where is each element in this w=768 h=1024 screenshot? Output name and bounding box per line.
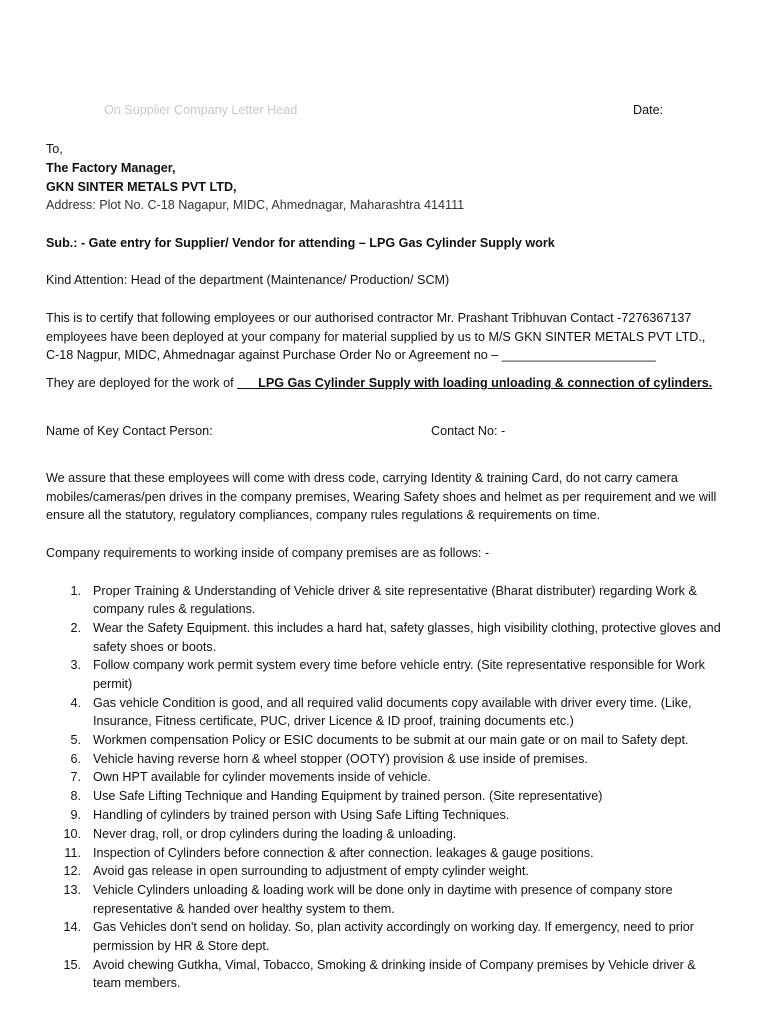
requirement-number: 15.: [63, 957, 81, 972]
requirement-number: 1.: [70, 584, 81, 598]
requirement-number: 2.: [70, 621, 81, 636]
requirement-number: 3.: [70, 658, 81, 673]
requirement-text: Gas vehicle Condition is good, and all required valid documents copy available with driver every time. (Like, Insurance, Fitness certificate, PUC, driver Licence & ID proof, training documents etc.): [93, 695, 692, 729]
requirement-text: Vehicle Cylinders unloading & loading work will be done only in daytime with presence of company store representative & handed over healthy system to them.: [93, 883, 673, 916]
kind-attention: Kind Attention: Head of the department (Maintenance/ Production/ SCM): [46, 273, 450, 287]
requirement-text: Own HPT available for cylinder movements inside of vehicle.: [93, 770, 431, 785]
requirement-item: [46, 825, 722, 843]
certify-line-3: C-18 Nagpur, MIDC, Ahmednagar against Purchase Order No or Agreement no – ______________________: [46, 348, 656, 362]
contact-no-label: Contact No: -: [431, 424, 506, 438]
requirement-text: Use Safe Lifting Technique and Handing Equipment by trained person. (Site representative): [93, 789, 603, 804]
requirement-item: [46, 731, 722, 749]
key-contact-person-label: Name of Key Contact Person:: [46, 424, 213, 438]
requirement-text: Workmen compensation Policy or ESIC documents to be submit at our main gate or on mail to Safety dept.: [93, 732, 689, 747]
deployed-prefix: They are deployed for the work of: [46, 376, 238, 390]
requirement-item: [46, 787, 722, 805]
requirement-item: [46, 750, 722, 768]
requirements-list: [46, 582, 722, 993]
certify-line-1: This is to certify that following employees or our authorised contractor Mr. Prashant Tribhuvan Contact -7276367137: [46, 311, 692, 325]
requirement-text: Avoid gas release in open surrounding to adjustment of empty cylinder weight.: [93, 864, 529, 879]
requirement-item: [46, 806, 722, 824]
requirement-number: 5.: [70, 732, 81, 747]
requirement-item: [46, 656, 722, 693]
requirement-number: 13.: [63, 883, 81, 898]
requirement-number: 10.: [63, 826, 81, 841]
requirement-item: [46, 844, 722, 862]
requirement-item: [46, 619, 722, 656]
letterhead-placeholder: On Supplier Company Letter Head: [104, 103, 298, 117]
requirement-number: 9.: [70, 808, 81, 822]
addressee-company: GKN SINTER METALS PVT LTD,: [46, 180, 237, 194]
requirement-number: 11.: [64, 845, 81, 860]
requirement-number: 12.: [63, 864, 81, 879]
requirement-text: Follow company work permit system every time before vehicle entry. (Site representative responsible for Work permit): [93, 658, 705, 691]
requirement-text: Wear the Safety Equipment. this includes a hard hat, safety glasses, high visibility clothing, protective gloves and safety shoes or boots.: [93, 621, 721, 654]
requirements-intro: Company requirements to working inside of company premises are as follows: -: [46, 546, 490, 560]
requirement-number: 8.: [70, 789, 81, 804]
requirement-number: 6.: [70, 751, 81, 766]
requirement-text: Gas Vehicles don't send on holiday. So, plan activity accordingly on working day. If emergency, need to prior permission by HR & Store dept.: [93, 920, 694, 953]
addressee-title: The Factory Manager,: [46, 161, 176, 175]
subject-line: Sub.: - Gate entry for Supplier/ Vendor for attending – LPG Gas Cylinder Supply work: [46, 236, 555, 250]
requirement-item: [46, 918, 722, 955]
salutation-to: To,: [46, 142, 63, 156]
requirement-item: [46, 582, 722, 619]
deployed-work: ___LPG Gas Cylinder Supply with loading unloading & connection of cylinders.: [237, 376, 713, 390]
requirement-text: Proper Training & Understanding of Vehicle driver & site representative (Bharat distributer) regarding Work & company rules & regulations.: [93, 584, 697, 617]
certify-line-2: employees have been deployed at your company for material supplied by us to M/S GKN SINTER METALS PVT LTD.,: [46, 330, 706, 344]
requirement-number: 14.: [63, 920, 81, 935]
requirement-item: [46, 881, 722, 918]
deployed-line: [46, 374, 712, 392]
requirement-item: [46, 694, 722, 731]
requirement-text: Avoid chewing Gutkha, Vimal, Tobacco, Smoking & drinking inside of Company premises by Vehicle driver & team members.: [93, 957, 696, 990]
requirement-item: [46, 956, 722, 993]
requirement-text: Vehicle having reverse horn & wheel stopper (OOTY) provision & use inside of premises.: [93, 751, 588, 766]
requirement-item: [46, 768, 722, 786]
addressee-address: Address: Plot No. C-18 Nagapur, MIDC, Ahmednagar, Maharashtra 414111: [46, 198, 465, 212]
assurance-paragraph: We assure that these employees will come with dress code, carrying Identity & training Card, do not carry camera mobiles/cameras/pen drives in the company premises, Wearing Safety shoes and helmet as per requirement and we will ensure all the statutory, regulatory compliances, company rules regulations & requirements on time.: [46, 471, 717, 523]
date-label: Date:: [633, 103, 664, 117]
requirement-text: Handling of cylinders by trained person with Using Safe Lifting Techniques.: [93, 808, 510, 822]
requirement-number: 7.: [70, 770, 81, 785]
requirement-item: [46, 862, 722, 880]
requirement-text: Inspection of Cylinders before connection & after connection. leakages & gauge positions.: [93, 845, 594, 860]
requirement-number: 4.: [70, 695, 81, 710]
requirement-text: Never drag, roll, or drop cylinders during the loading & unloading.: [93, 826, 457, 841]
